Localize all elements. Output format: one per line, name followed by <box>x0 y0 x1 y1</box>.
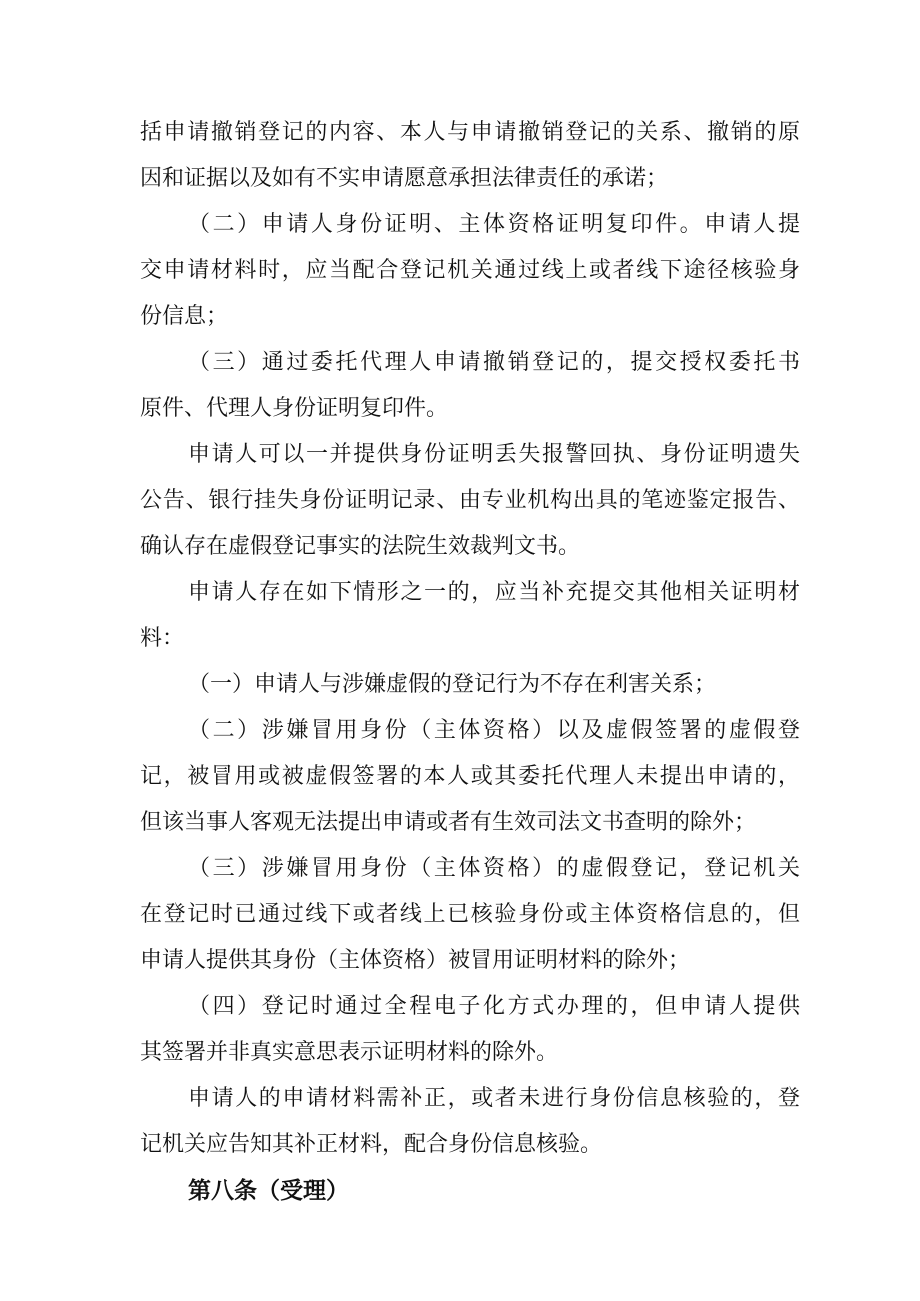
paragraph-line: 括申请撤销登记的内容、本人与申请撤销登记的关系、撤销的原 <box>140 120 800 145</box>
paragraph-line: 但该当事人客观无法提出申请或者有生效司法文书查明的除外； <box>140 810 757 835</box>
paragraph-line: （一）申请人与涉嫌虚假的登记行为不存在利害关系； <box>188 672 717 697</box>
paragraph-line: 记机关应告知其补正材料，配合身份信息核验。 <box>140 1132 603 1157</box>
paragraph-line: 因和证据以及如有不实申请愿意承担法律责任的承诺； <box>140 166 669 191</box>
paragraph-line: （二）申请人身份证明、主体资格证明复印件。申请人提 <box>188 212 800 237</box>
paragraph-line: 申请人提供其身份（主体资格）被冒用证明材料的除外； <box>140 948 691 973</box>
paragraph-line: 申请人的申请材料需补正，或者未进行身份信息核验的，登 <box>188 1086 800 1111</box>
paragraph-line: （二）涉嫌冒用身份（主体资格）以及虚假签署的虚假登 <box>188 718 800 743</box>
paragraph-line: 申请人存在如下情形之一的，应当补充提交其他相关证明材 <box>188 580 800 605</box>
paragraph-line: 其签署并非真实意思表示证明材料的除外。 <box>140 1040 559 1065</box>
article-heading: 第八条（受理） <box>188 1178 349 1204</box>
paragraph-line: 料： <box>140 626 185 651</box>
paragraph-line: 申请人可以一并提供身份证明丢失报警回执、身份证明遗失 <box>188 442 800 467</box>
paragraph-line: （四）登记时通过全程电子化方式办理的，但申请人提供 <box>188 994 800 1019</box>
paragraph-line: 记，被冒用或被虚假签署的本人或其委托代理人未提出申请的， <box>140 764 800 789</box>
paragraph-line: （三）涉嫌冒用身份（主体资格）的虚假登记，登记机关 <box>188 856 800 881</box>
paragraph-line: 在登记时已通过线下或者线上已核验身份或主体资格信息的，但 <box>140 902 800 927</box>
paragraph-line: 确认存在虚假登记事实的法院生效裁判文书。 <box>140 534 581 559</box>
paragraph-line: 交申请材料时，应当配合登记机关通过线上或者线下途径核验身 <box>140 258 800 283</box>
paragraph-line: 公告、银行挂失身份证明记录、由专业机构出具的笔迹鉴定报告、 <box>140 488 800 513</box>
paragraph-line: （三）通过委托代理人申请撤销登记的，提交授权委托书 <box>188 350 800 375</box>
paragraph-line: 份信息； <box>140 304 229 329</box>
paragraph-line: 原件、代理人身份证明复印件。 <box>140 396 449 421</box>
